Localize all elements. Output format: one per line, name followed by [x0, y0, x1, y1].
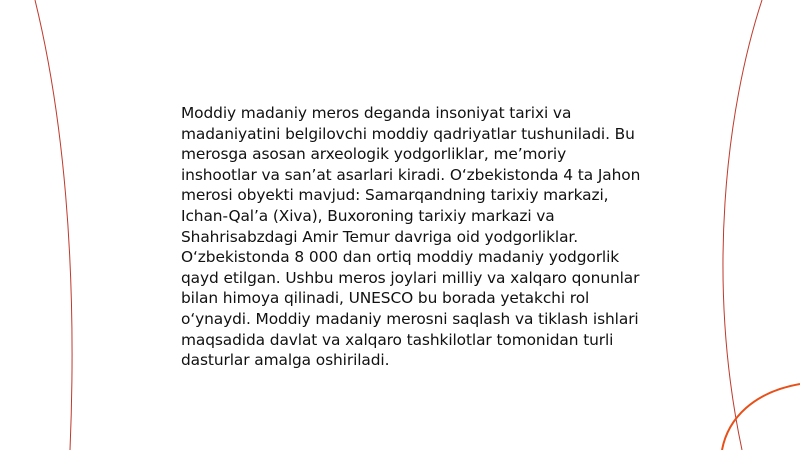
bottom-right-arc — [722, 384, 800, 450]
left-curve — [35, 0, 72, 450]
body-paragraph: Moddiy madaniy meros deganda insoniyat tarixi va madaniyatini belgilovchi moddiy qadriyatlar tushuniladi. Bu merosga asosan arxeologik yodgorliklar, me’moriy inshootlar va san’at asarlari kiradi. O‘zbekistonda 4 ta Jahon merosi obyekti mavjud: Samarqandning tarixiy markazi, Ichan-Qal’a (Xiva), Buxoroning tarixiy markazi va Shahrisabzdagi Amir Temur davriga oid yodgorliklar. O‘zbekistonda 8 000 dan ortiq moddiy madaniy yodgorlik qayd etilgan. Ushbu meros joylari milliy va xalqaro qonunlar bilan himoya qilinadi, UNESCO bu borada yetakchi rol o‘ynaydi. Moddiy madaniy merosni saqlash va tiklash ishlari maqsadida davlat va xalqaro tashkilotlar tomonidan turli dasturlar amalga oshiriladi. — [181, 104, 641, 370]
right-curve — [723, 0, 762, 450]
